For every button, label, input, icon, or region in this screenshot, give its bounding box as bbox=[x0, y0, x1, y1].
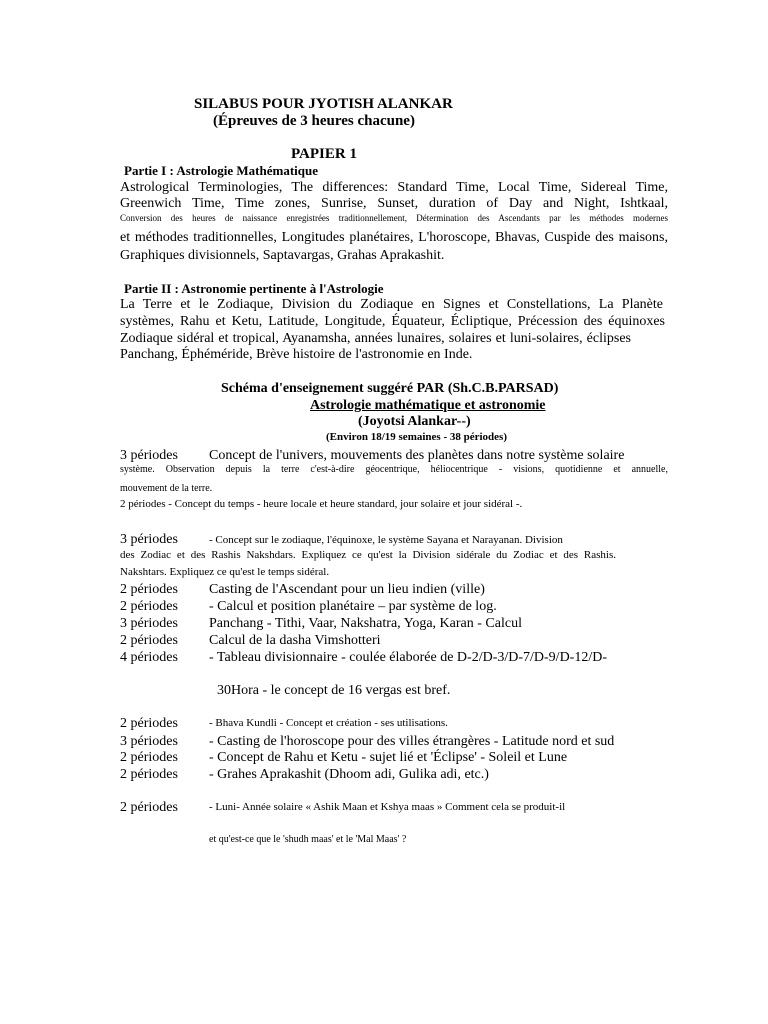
part1-line: Graphiques divisionnels, Saptavargas, Grahas Aprakashit. bbox=[120, 248, 445, 263]
schedule-continuation: des Zodiac et des Rashis Nakshdars. Expliquez ce qu'est la Division sidérale du Zodiac et des Rashis. bbox=[120, 549, 616, 561]
scheme-course: (Joyotsi Alankar--) bbox=[358, 414, 471, 429]
topic-text: Concept de l'univers, mouvements des planètes dans notre système solaire bbox=[209, 448, 625, 463]
topic-text: - Tableau divisionnaire - coulée élaborée de D-2/D-3/D-7/D-9/D-12/D- bbox=[209, 650, 608, 665]
paper-title: PAPIER 1 bbox=[291, 146, 357, 162]
periods-label: 2 périodes bbox=[120, 633, 178, 648]
scheme-heading: Schéma d'enseignement suggéré PAR (Sh.C.B.PARSAD) bbox=[221, 381, 559, 396]
part1-line-small: Conversion des heures de naissance enregistrées traditionnellement, Détermination des Ascendants par les méthodes modernes bbox=[120, 213, 668, 223]
topic-text: - Calcul et position planétaire – par système de log. bbox=[209, 599, 497, 614]
periods-label: 2 périodes bbox=[120, 582, 178, 597]
periods-label: 2 périodes bbox=[120, 750, 178, 765]
part2-line: systèmes, Rahu et Ketu, Latitude, Longitude, Équateur, Écliptique, Précession des équinoxes bbox=[120, 314, 665, 329]
part1-heading: Partie I : Astrologie Mathématique bbox=[124, 163, 318, 178]
schedule-continuation: et qu'est-ce que le 'shudh maas' et le 'Mal Maas' ? bbox=[209, 834, 407, 845]
topic-text: Panchang - Tithi, Vaar, Nakshatra, Yoga, Karan - Calcul bbox=[209, 616, 522, 631]
periods-label: 2 périodes bbox=[120, 599, 178, 614]
part1-line: Astrological Terminologies, The differences: Standard Time, Local Time, Sidereal Time, bbox=[120, 180, 668, 195]
part1-line: Greenwich Time, Time zones, Sunrise, Sunset, duration of Day and Night, Ishtkaal, bbox=[120, 196, 668, 211]
periods-label: 3 périodes bbox=[120, 734, 178, 749]
document-title: SILABUS POUR JYOTISH ALANKAR bbox=[194, 96, 453, 112]
periods-label: 2 périodes bbox=[120, 800, 178, 815]
part1-line: et méthodes traditionnelles, Longitudes planétaires, L'horoscope, Bhavas, Cuspide des maisons, bbox=[120, 230, 668, 245]
periods-label: 3 périodes bbox=[120, 448, 178, 463]
schedule-continuation: système. Observation depuis la terre c'est-à-dire géocentrique, héliocentrique - visions, quotidienne et annuelle, bbox=[120, 464, 668, 475]
topic-text: - Grahes Aprakashit (Dhoom adi, Gulika adi, etc.) bbox=[209, 767, 489, 782]
scheme-duration: (Environ 18/19 semaines - 38 périodes) bbox=[326, 431, 507, 443]
periods-label: 3 périodes bbox=[120, 532, 178, 547]
topic-text: - Luni- Année solaire « Ashik Maan et Kshya maas » Comment cela se produit-il bbox=[209, 801, 566, 813]
topic-text: - Concept sur le zodiaque, l'équinoxe, le système Sayana et Narayanan. Division bbox=[209, 534, 563, 546]
schedule-continuation: 30Hora - le concept de 16 vergas est bref. bbox=[217, 683, 451, 698]
document-subtitle: (Épreuves de 3 heures chacune) bbox=[213, 113, 415, 129]
scheme-subheading: Astrologie mathématique et astronomie bbox=[310, 398, 546, 413]
schedule-continuation: mouvement de la terre. bbox=[120, 483, 213, 494]
topic-text: - Casting de l'horoscope pour des villes étrangères - Latitude nord et sud bbox=[209, 734, 615, 749]
part2-line: Zodiaque sidéral et tropical, Ayanamsha, années lunaires, solaires et luni-solaires, éclipses bbox=[120, 331, 631, 346]
part2-heading: Partie II : Astronomie pertinente à l'Astrologie bbox=[124, 281, 384, 296]
periods-label: 3 périodes bbox=[120, 616, 178, 631]
schedule-continuation: Nakshtars. Expliquez ce qu'est le temps sidéral. bbox=[120, 566, 330, 578]
periods-label: 2 périodes bbox=[120, 767, 178, 782]
schedule-line: 2 périodes - Concept du temps - heure locale et heure standard, jour solaire et jour sidéral -. bbox=[120, 498, 523, 510]
topic-text: - Bhava Kundli - Concept et création - ses utilisations. bbox=[209, 717, 448, 729]
topic-text: Casting de l'Ascendant pour un lieu indien (ville) bbox=[209, 582, 485, 597]
topic-text: - Concept de Rahu et Ketu - sujet lié et 'Éclipse' - Soleil et Lune bbox=[209, 750, 568, 765]
periods-label: 4 périodes bbox=[120, 650, 178, 665]
part2-line: La Terre et le Zodiaque, Division du Zodiaque en Signes et Constellations, La Planète bbox=[120, 297, 663, 312]
periods-label: 2 périodes bbox=[120, 716, 178, 731]
topic-text: Calcul de la dasha Vimshotteri bbox=[209, 633, 381, 648]
part2-line: Panchang, Éphéméride, Brève histoire de l'astronomie en Inde. bbox=[120, 347, 473, 362]
